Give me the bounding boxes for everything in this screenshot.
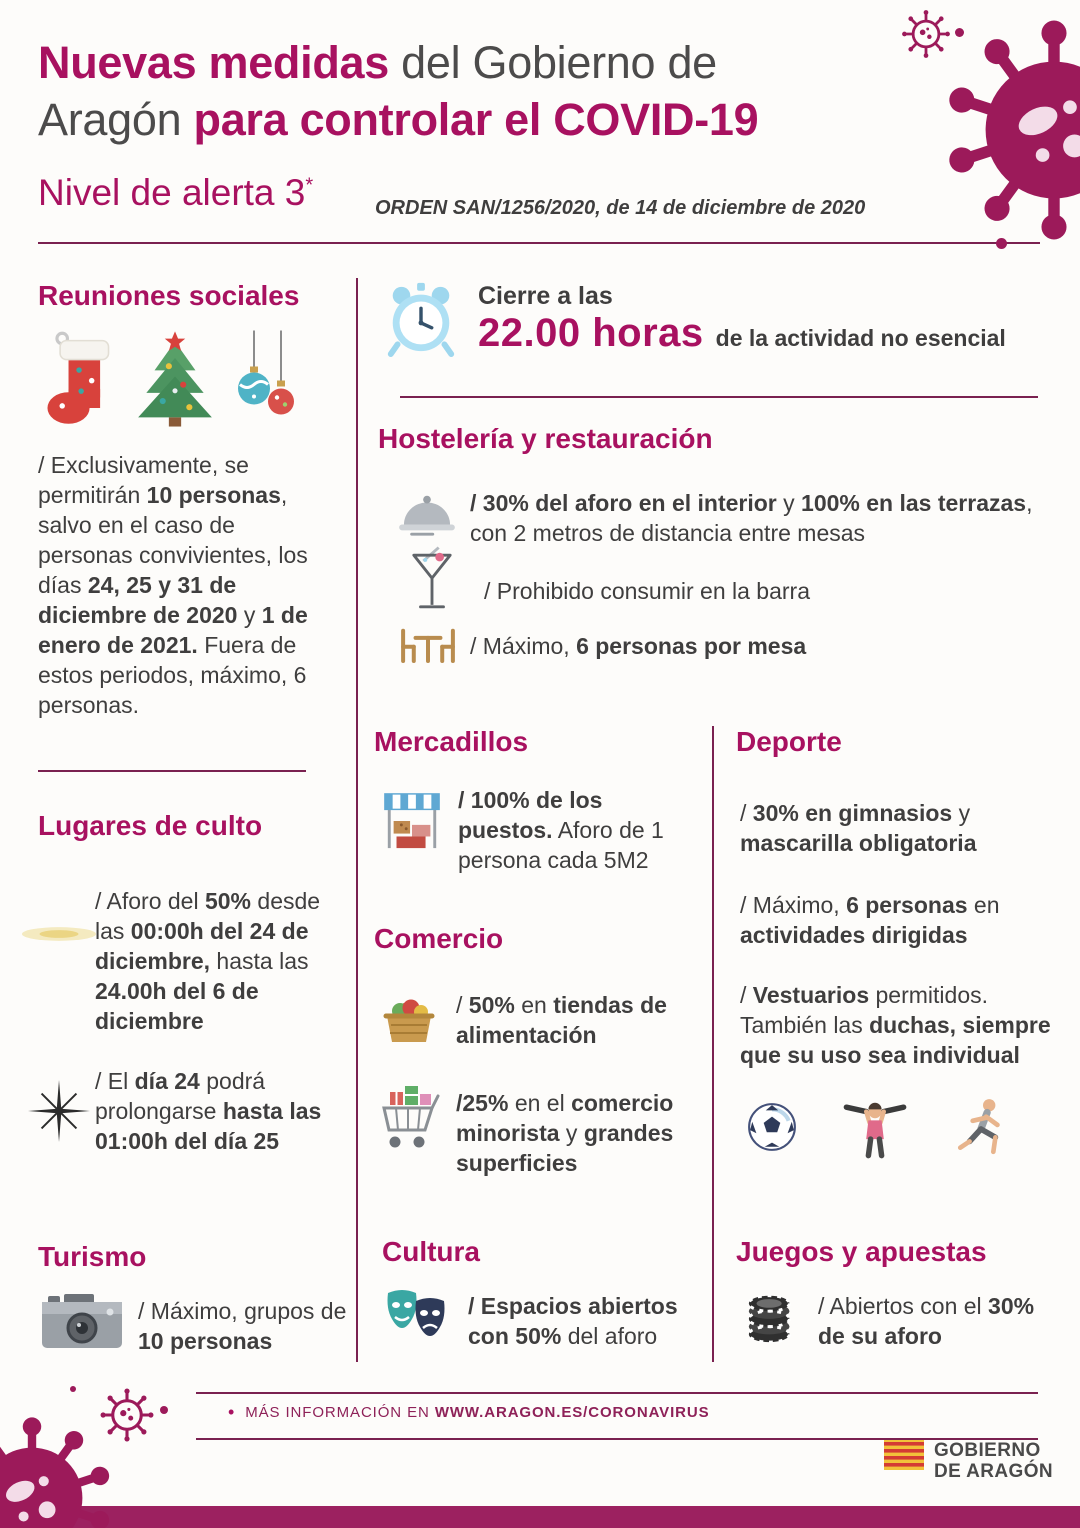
gobierno-aragon-logo (884, 1440, 1053, 1482)
market-stall-icon (382, 788, 442, 854)
hosteleria-item-2: / Prohibido consumir en la barra (484, 578, 810, 604)
cultura-heading: Cultura (382, 1236, 480, 1267)
deporte-heading: Deporte (736, 726, 842, 757)
star-icon (28, 1080, 90, 1142)
curfew-suffix: de la actividad no esencial (715, 325, 1006, 351)
divider (38, 770, 306, 772)
reuniones-text: / Exclusivamente, se permitirán 10 personas, salvo en el caso de personas convivientes, los días 24, 25 y 31 de diciembre de 2020 y 1 de enero de 2021. Fuera de estos periodos, máximo, 6 personas. (38, 452, 308, 718)
virus-solid-icon (940, 16, 1080, 244)
lugares-heading: Lugares de culto (38, 810, 263, 841)
hosteleria-item-3: / Máximo, 6 personas por mesa (470, 633, 807, 659)
lugares-item-2: / El día 24 podrá prolongarse hasta las 01:00h del día 25 (95, 1068, 322, 1154)
alert-level (38, 172, 313, 214)
hosteleria-heading: Hostelería y restauración (378, 423, 713, 454)
runner-icon (952, 1096, 1014, 1158)
page-title (38, 34, 758, 148)
poker-chips-icon (744, 1284, 802, 1348)
divider (400, 396, 1038, 398)
decor-dot (70, 1386, 76, 1392)
logo-line-1: GOBIERNO (934, 1440, 1041, 1461)
footer-info (228, 1404, 710, 1421)
lugares-item-1: / Aforo del 50% desde las 00:00h del 24 de diciembre, hasta las 24.00h del 6 de diciembre (95, 888, 321, 1034)
weightlifter-icon (842, 1094, 908, 1160)
soccer-ball-icon (746, 1101, 798, 1153)
food-basket-icon (378, 984, 440, 1046)
comercio-heading: Comercio (374, 923, 504, 954)
curfew-intro: Cierre a las (478, 282, 613, 310)
table-chairs-icon (396, 625, 460, 665)
christmas-stocking-icon (40, 328, 116, 428)
christmas-icons (40, 328, 300, 428)
logo-text (934, 1440, 1053, 1482)
title-line-1: Nuevas medidas del Gobierno de (38, 37, 717, 88)
logo-line-2: DE ARAGÓN (934, 1461, 1054, 1482)
curfew-time: 22.00 horas (478, 311, 704, 355)
deporte-item-3: / Vestuarios permitidos. También las duchas, siempre que su uso sea individual (740, 982, 1051, 1068)
column-divider (712, 726, 714, 1362)
sports-icons (746, 1094, 1014, 1160)
alert-level-text: Nivel de alerta 3 (38, 172, 306, 213)
comercio-item-2: /25% en el comercio minorista y grandes superficies (456, 1090, 674, 1176)
decor-dot (160, 1406, 168, 1414)
candle-glow-icon (20, 922, 98, 946)
title-line-2: Aragón para controlar el COVID-19 (38, 94, 759, 145)
hosteleria-item-1: / 30% del aforo en el interior y 100% en las terrazas, con 2 metros de distancia entre mesas (470, 490, 1033, 546)
footer-rule-top (196, 1392, 1038, 1394)
mercadillos-heading: Mercadillos (374, 726, 529, 757)
juegos-heading: Juegos y apuestas (736, 1236, 987, 1267)
order-reference: ORDEN SAN/1256/2020, de 14 de diciembre de 2020 (375, 197, 866, 219)
cloche-icon (396, 490, 458, 538)
camera-icon (40, 1292, 124, 1350)
reuniones-heading: Reuniones sociales (38, 280, 300, 311)
turismo-item-1: / Máximo, grupos de 10 personas (138, 1298, 347, 1354)
shopping-cart-icon (374, 1082, 440, 1156)
deporte-item-1: / 30% en gimnasios y mascarilla obligatoria (740, 800, 977, 856)
curfew-line (478, 311, 1006, 356)
decor-dot (996, 238, 1007, 249)
cultura-item-1: / Espacios abiertos con 50% del aforo (468, 1293, 678, 1349)
header-rule (38, 242, 1040, 244)
christmas-tree-icon (132, 328, 218, 428)
turismo-heading: Turismo (38, 1241, 147, 1272)
mercadillos-item-1: / 100% de los puestos. Aforo de 1 persona cada 5M2 (458, 787, 664, 873)
bullet-icon: • (228, 1402, 236, 1422)
christmas-baubles-icon (234, 328, 300, 428)
deporte-item-2: / Máximo, 6 personas en actividades dirigidas (740, 892, 1000, 948)
bottom-accent-bar (0, 1506, 1080, 1528)
footer-info-text: MÁS INFORMACIÓN EN WWW.ARAGON.ES/CORONAVIRUS (245, 1404, 710, 1421)
alert-asterisk: * (305, 174, 314, 197)
juegos-item-1: / Abiertos con el 30% de su aforo (818, 1293, 1035, 1349)
virus-solid-icon (0, 1414, 116, 1528)
column-divider (356, 278, 358, 1362)
comercio-item-1: / 50% en tiendas de alimentación (456, 992, 667, 1048)
decor-dot (955, 28, 964, 37)
alarm-clock-icon (382, 280, 460, 358)
cocktail-icon (410, 545, 454, 617)
aragon-flag-icon (884, 1440, 924, 1470)
theater-masks-icon (382, 1285, 452, 1347)
curfew-banner (478, 282, 1006, 356)
